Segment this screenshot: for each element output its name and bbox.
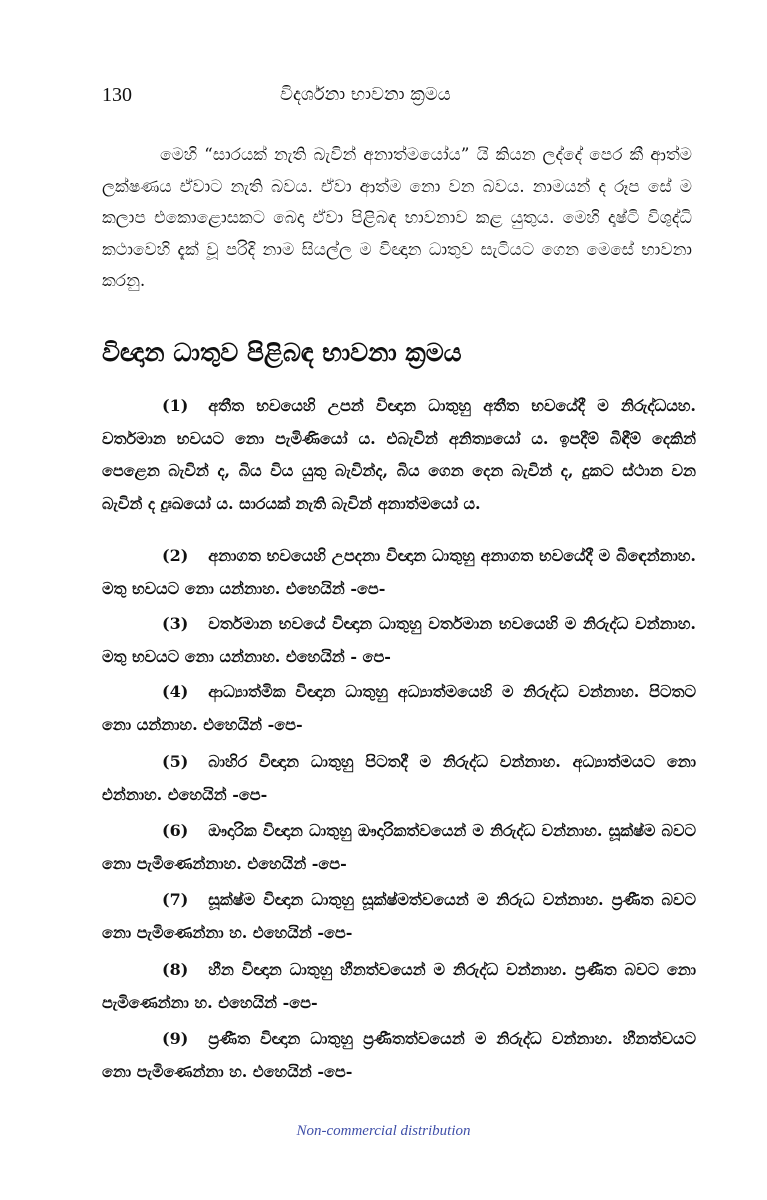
- item-text: සූක්ෂ්ම විඥාන ධාතුහු සූක්ෂ්මත්වයෙන් ම නිරුධ වන්නාහ. ප්‍රණීත බවට නො පැමිණෙන්නා හ. එහෙයින් -පෙ-: [102, 890, 696, 942]
- list-item: [102, 540, 696, 605]
- list-item: [102, 884, 696, 949]
- list-item: [102, 954, 696, 1019]
- item-number: (2): [162, 546, 189, 565]
- list-item: [102, 815, 696, 880]
- item-number: (3): [162, 614, 189, 633]
- running-head: විදර්ශනා භාවනා ක්‍රමය: [280, 84, 451, 105]
- item-text: වර්තමාන භවයේ විඥාන ධාතුහු වර්තමාන භවයෙහි ම නිරුද්ධ වන්නාහ. මතු භවයට නො යන්නාහ. එහෙයින් - පෙ-: [102, 614, 696, 666]
- item-number: (9): [162, 1029, 189, 1048]
- intro-paragraph: මෙහි “සාරයක් නැති බැවින් අනාත්මයෝය” යි කියන ලද්දේ පෙර කී ආත්ම ලක්ෂණය ඒවාට නැති බවය. ඒවා ආත්ම නො වන බවය. නාමයන් ද රූප සේ ම කලාප එකොළොසකට බෙදා ඒවා පිළිබඳ භාවනාව කළ යුතුය. මෙහි දෘෂ්ටි විශුද්ධි කථාවෙහි දැක් වූ පරිදි නාම සියල්ල ම විඥාන ධාතුව සැටියට ගෙන මෙසේ භාවනා කරනු.: [102, 145, 692, 291]
- item-text: අනාගත භවයෙහි උපදනා විඥාන ධාතුහු අනාගත භවයේදී ම බිඳෙන්නාහ. මතු භවයට නො යන්නාහ. එහෙයින් -පෙ-: [102, 546, 696, 598]
- page-number: 130: [102, 84, 132, 106]
- item-text: හීන විඥාන ධාතුහු හීනත්වයෙන් ම නිරුද්ධ වන්නාහ. ප්‍රණීත බවට නො පැමිණෙන්නා හ. එහෙයින් -පෙ-: [102, 960, 696, 1012]
- item-number: (4): [162, 682, 189, 701]
- section-heading: විඥාන ධාතුව පිළිබඳ භාවනා ක්‍රමය: [102, 338, 462, 367]
- distribution-footer: Non-commercial distribution: [296, 1123, 471, 1139]
- item-number: (8): [162, 960, 189, 979]
- item-number: (6): [162, 821, 189, 840]
- list-item: [102, 1023, 696, 1088]
- item-text: ඖදාරික විඥාන ධාතුහු ඖදාරිකත්වයෙන් ම නිරුද්ධ වන්නාහ. සූක්ෂ්ම බවට නො පැමිණෙන්නාහ. එහෙයින් -පෙ-: [102, 821, 696, 873]
- item-number: (7): [162, 890, 189, 909]
- list-item: [102, 608, 696, 673]
- item-text: බාහිර විඥාන ධාතුහු පිටතදී ම නිරුද්ධ වන්නාහ. අධ්‍යාත්මයට නො එන්නාහ. එහෙයින් -පෙ-: [102, 752, 696, 804]
- item-text: ආධ්‍යාත්මික විඥාන ධාතුහු අධ්‍යාත්මයෙහි ම නිරුද්ධ වන්නාහ. පිටතට නො යන්නාහ. එහෙයින් -පෙ-: [102, 682, 696, 734]
- item-text: අතීත භවයෙහි උපන් විඥාන ධාතුහු අතීත භවයේදී ම නිරුද්ධයහ. වර්තමාන භවයට නො පැමිණියෝ ය. එබැවින් අනිත්‍යයෝ ය. ඉපදීම් බිඳීම් දෙකින් පෙළෙන බැවින් ද, බිය විය යුතු බැවින්ද, බිය ගෙන දෙන බැවින් ද, දුකට ස්ථාන වන බැවින් ද දුඃඛයෝ ය. සාරයක් නැති බැවින් අනාත්මයෝ ය.: [102, 396, 696, 513]
- item-number: (5): [162, 752, 189, 771]
- list-item: [102, 390, 696, 520]
- item-text: ප්‍රණීත විඥාන ධාතුහු ප්‍රණීතත්වයෙන් ම නිරුද්ධ වන්නාහ. හීනත්වයට නො පැමිණෙන්නා හ. එහෙයින් -පෙ-: [102, 1029, 696, 1081]
- list-item: [102, 676, 696, 741]
- list-item: [102, 746, 696, 811]
- item-number: (1): [162, 396, 189, 415]
